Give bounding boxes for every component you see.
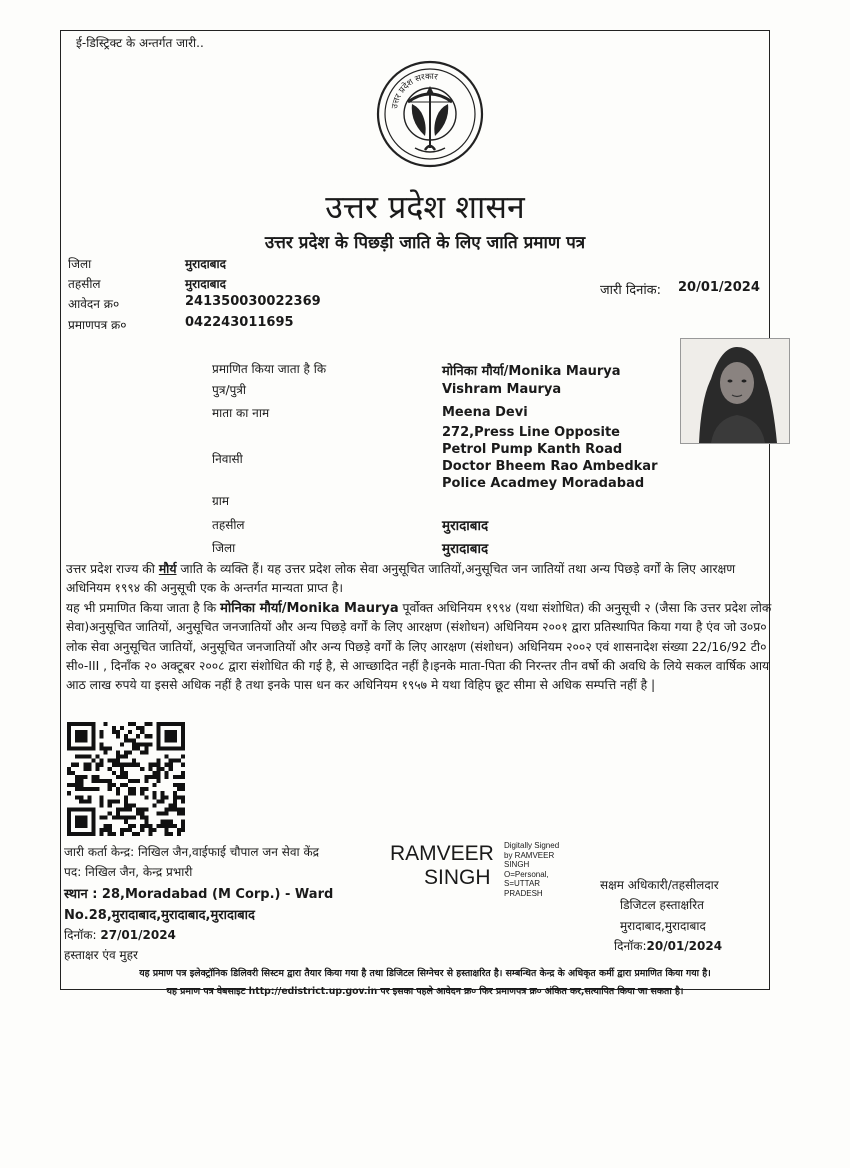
village-label: ग्राम: [212, 494, 230, 508]
resident-label: निवासी: [212, 452, 243, 466]
issuer-place-line1: स्थान : 28,Moradabad (M Corp.) - Ward: [64, 887, 334, 902]
meta-certificate-label: प्रमाणपत्र क्र०: [68, 318, 127, 332]
meta-district-label: जिला: [68, 257, 92, 271]
applicant-photo: [680, 338, 790, 444]
body-paragraph-caste: उत्तर प्रदेश राज्य की मौर्य जाति के व्यक्ति हैं। यह उत्तर प्रदेश लोक सेवा अनुसूचित जातियों,अनुसूचित जन जातियों तथा अन्य पिछड़े वर्गों के लिए आरक्षण अधिनियम १९९४ की अनुसूची एक के अन्तर्गत मान्यता प्राप्त है।: [66, 562, 736, 596]
issuer-place-line2: No.28,मुरादाबाद,मुरादाबाद,मुरादाबाद: [64, 908, 255, 923]
meta-tehsil-value: मुरादाबाद: [185, 277, 227, 291]
child-of-label: पुत्र/पुत्री: [212, 383, 247, 397]
meta-application-label: आवेदन क्र०: [68, 297, 120, 311]
document-title: उत्तर प्रदेश शासन: [325, 188, 525, 226]
applicant-name: मोनिका मौर्या/Monika Maurya: [442, 364, 621, 379]
issuer-centre: जारी कर्ता केन्द्र: निखिल जैन,वाईफाई चौपाल जन सेवा केंद्र: [64, 845, 320, 859]
detail-tehsil-label: तहसील: [212, 518, 245, 532]
certificate-body: [66, 560, 774, 696]
qr-code: [67, 722, 185, 836]
uttar-pradesh-government-seal: [375, 60, 485, 168]
authority-date: दिनॉक:20/01/2024: [614, 939, 723, 953]
address-line: Doctor Bheem Rao Ambedkar: [442, 459, 658, 474]
document-subtitle: उत्तर प्रदेश के पिछड़ी जाति के लिए जाति प्रमाण पत्र: [264, 233, 586, 253]
certified-label: प्रमाणित किया जाता है कि: [212, 362, 327, 376]
meta-application-value: 241350030022369: [185, 294, 321, 309]
footer-note-line1: यह प्रमाण पत्र इलेक्ट्रॉनिक डिलिवरी सिस्टम द्वारा तैयार किया गया है तथा डिजिटल सिग्नेचर से हस्ताक्षरित है। सम्बन्धित केन्द्र के अधिकृत कर्मी द्वारा प्रमाणित किया गया है।: [139, 968, 711, 979]
meta-district-value: मुरादाबाद: [185, 257, 227, 271]
signer-name-line1: RAMVEER: [390, 842, 494, 865]
body-applicant-name: मोनिका मौर्या/Monika Maurya: [220, 600, 399, 616]
detail-district-value: मुरादाबाद: [442, 541, 489, 557]
body-paragraph-declaration: यह भी प्रमाणित किया जाता है कि मोनिका मौर्या/Monika Maurya पूर्वोक्त अधिनियम १९९४ (यथा संशोधित) की अनुसूची २ (जैसा कि उत्तर प्रदेश लोक सेवा)अनुसूचित जातियों, अनुसूचित जनजातियों और अन्य पिछड़े वर्गों के लिए आरक्षण (संशोधन) अधिनियम २००१ द्वारा प्रतिस्थापित किया गया है एंव जो उ०प्र० लोक सेवा अनुसूचित जातियों, अनुसूचित जनजातियों और अन्य पिछड़े वर्गों के लिए आरक्षण (संशोधन) अधिनियम २००२ एवं शासनादेश संख्या 22/16/92 टी० सी०-III , दिनाँक २० अक्टूबर २००८ द्वारा संशोधित की गई है, से आच्छादित नहीं है।इनके माता-पिता की निरन्तर तीन वर्षो की अवधि के लिये सकल वार्षिक आय आठ लाख रुपये या इससे अधिक नहीं है तथा इनके पास धन कर अधिनियम १९५७ मे यथा विहिप छूट सीमा से अधिक सम्पत्ति नहीं है |: [66, 600, 772, 693]
issue-date-label: जारी दिनांक:: [600, 283, 662, 298]
issuer-date: दिनॉक: 27/01/2024: [64, 928, 176, 942]
mother-label: माता का नाम: [212, 406, 270, 420]
header-note: ई-डिस्ट्रिक्ट के अन्तर्गत जारी..: [76, 36, 204, 50]
mother-name: Meena Devi: [442, 405, 528, 420]
signer-name-line2: SINGH: [424, 866, 491, 889]
issuer-sign-label: हस्ताक्षर एंव मुहर: [64, 948, 138, 962]
issuer-post: पद: निखिल जैन, केन्द्र प्रभारी: [64, 865, 193, 879]
meta-tehsil-label: तहसील: [68, 277, 101, 291]
caste-name: मौर्य: [158, 562, 177, 576]
seal-text: उत्तर प्रदेश सरकार: [390, 71, 439, 110]
authority-digital-signed: डिजिटल हस्ताक्षरित: [620, 898, 704, 912]
authority-title: सक्षम अधिकारी/तहसीलदार: [600, 878, 719, 892]
footer-note-line2: यह प्रमाण पत्र वेबसाइट http://edistrict.up.gov.in पर इसका पहले आवेदन क्र० फिर प्रमाणपत्र क्र० अंकित कर,सत्यापित किया जा सकता है।: [166, 986, 684, 997]
address-line: Police Acadmey Moradabad: [442, 476, 645, 491]
authority-location: मुरादाबाद,मुरादाबाद: [620, 919, 706, 933]
issue-date-value: 20/01/2024: [678, 280, 760, 295]
detail-tehsil-value: मुरादाबाद: [442, 518, 489, 534]
meta-certificate-value: 042243011695: [185, 315, 294, 330]
address-line: 272,Press Line Opposite: [442, 425, 620, 440]
digital-signature-details: Digitally Signed by RAMVEER SINGH O=Personal, S=UTTAR PRADESH: [504, 841, 560, 898]
detail-district-label: जिला: [212, 541, 236, 555]
address-line: Petrol Pump Kanth Road: [442, 442, 623, 457]
father-name: Vishram Maurya: [442, 382, 562, 397]
